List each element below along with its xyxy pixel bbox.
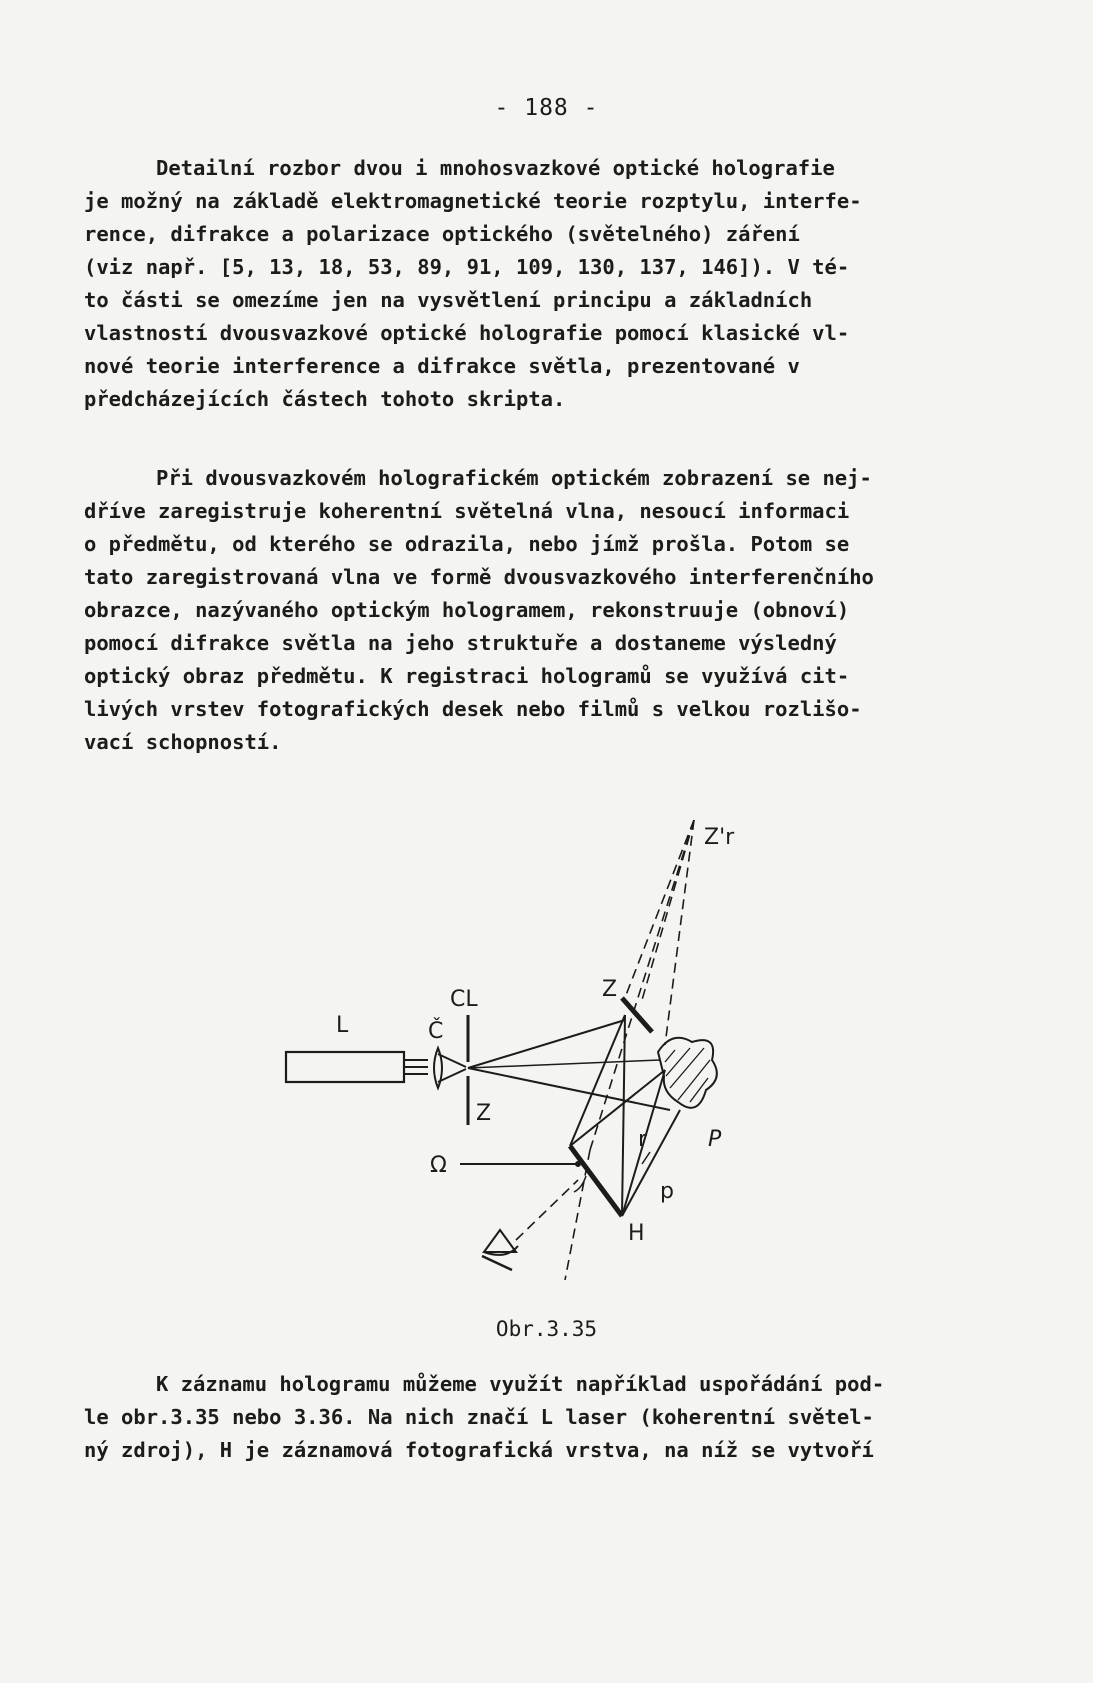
text-line: (viz např. [5, 13, 18, 53, 89, 91, 109, 130, 137, 146]). V té- <box>84 255 850 279</box>
text-line: K záznamu hologramu můžeme využít například uspořádání pod- <box>156 1372 885 1396</box>
text-line: Při dvousvazkovém holografickém optickém zobrazení se nej- <box>156 466 872 490</box>
label-mirror: Z <box>602 977 618 1002</box>
page-number: - 188 - <box>494 95 599 121</box>
eye-icon <box>484 1230 516 1252</box>
label-pinhole: CL <box>450 987 478 1012</box>
label-virtual-image: Z'r <box>704 825 735 850</box>
label-laser: L <box>336 1013 349 1038</box>
label-lens: Č <box>428 1019 444 1044</box>
object <box>658 1038 717 1108</box>
text-line: o předmětu, od kterého se odrazila, nebo jímž prošla. Potom se <box>84 532 850 556</box>
label-p: p <box>660 1179 674 1204</box>
label-hologram: H <box>628 1221 645 1246</box>
text-line: dříve zaregistruje koherentní světelná vlna, nesoucí informaci <box>84 499 850 523</box>
paragraph-3 <box>84 1368 1024 1467</box>
text-line: Detailní rozbor dvou i mnohosvazkové optické holografie <box>156 156 835 180</box>
label-aperture: Z <box>476 1101 492 1126</box>
text-line: je možný na základě elektromagnetické teorie rozptylu, interfe- <box>84 189 862 213</box>
mirror <box>622 998 652 1032</box>
text-line: rence, difrakce a polarizace optického (světelného) záření <box>84 222 800 246</box>
text-line: obrazce, nazývaného optickým hologramem, rekonstruuje (obnoví) <box>84 598 850 622</box>
figure-caption: Obr.3.35 <box>495 1317 598 1341</box>
text-line: pomocí difrakce světla na jeho struktuře a dostaneme výsledný <box>84 631 837 655</box>
text-line: le obr.3.35 nebo 3.36. Na nich značí L laser (koherentní světel- <box>84 1405 874 1429</box>
label-object: P <box>708 1127 722 1152</box>
text-line: optický obraz předmětu. K registraci hologramů se využívá cit- <box>84 664 850 688</box>
text-line: ný zdroj), H je záznamová fotografická vrstva, na níž se vytvoří <box>84 1438 874 1462</box>
text-line: vlastností dvousvazkové optické holografie pomocí klasické vl- <box>84 321 850 345</box>
holography-setup-diagram <box>280 820 800 1280</box>
laser-box <box>286 1052 404 1082</box>
label-omega: Ω <box>430 1153 447 1178</box>
text-line: to části se omezíme jen na vysvětlení principu a základních <box>84 288 813 312</box>
text-line: vací schopností. <box>84 730 282 754</box>
text-line: tato zaregistrovaná vlna ve formě dvousvazkového interferenčního <box>84 565 874 589</box>
paragraph-2 <box>84 462 1024 759</box>
text-line: předcházejících částech tohoto skripta. <box>84 387 566 411</box>
paragraph-1 <box>84 152 1024 416</box>
label-r: r <box>638 1127 648 1152</box>
text-line: livých vrstev fotografických desek nebo filmů s velkou rozlišo- <box>84 697 862 721</box>
text-line: nové teorie interference a difrakce světla, prezentované v <box>84 354 800 378</box>
